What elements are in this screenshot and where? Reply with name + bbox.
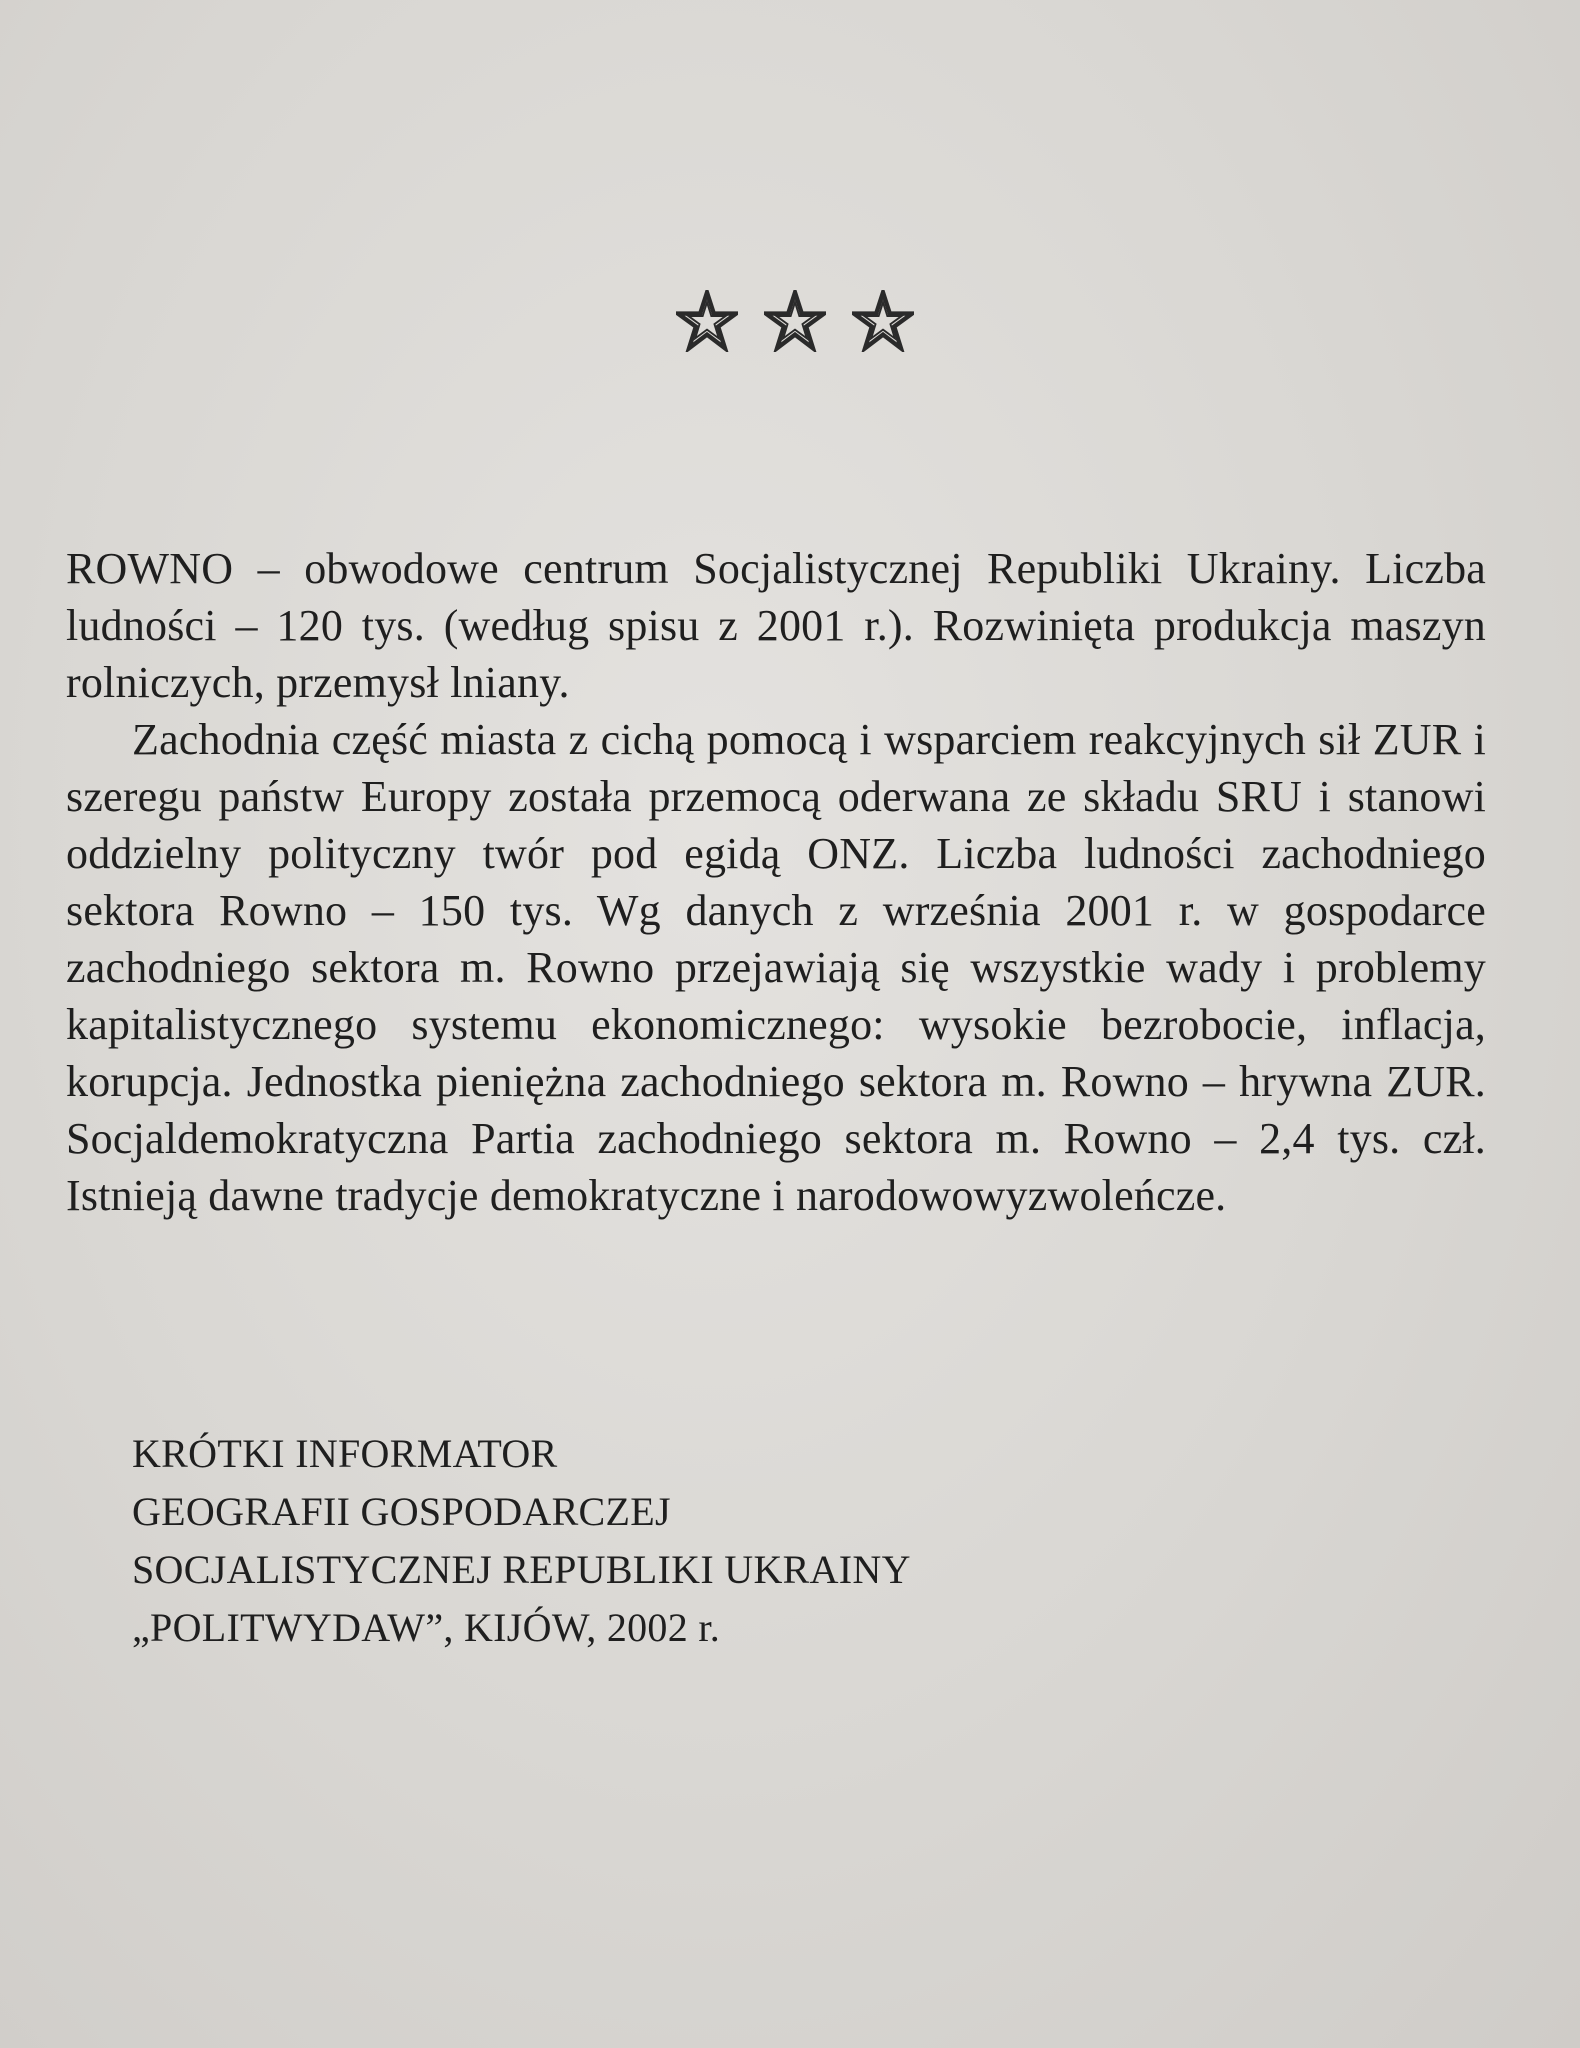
citation-line-2: GEOGRAFII GOSPODARCZEJ — [132, 1489, 671, 1534]
star-icon — [676, 290, 738, 356]
citation-line-4: „POLITWYDAW”, KIJÓW, 2002 r. — [132, 1605, 721, 1650]
citation-line-1: KRÓTKI INFORMATOR — [132, 1431, 558, 1476]
section-ornament — [0, 290, 1580, 356]
source-citation — [132, 1425, 911, 1657]
star-icon — [852, 290, 914, 356]
article-paragraph-1: ROWNO – obwodowe centrum Socjalistycznej Republiki Ukrainy. Liczba ludności – 120 tys. (według spisu z 2001 r.). Rozwinięta produkcja maszyn rolniczych, przemysł lniany. — [66, 544, 1486, 707]
article-paragraph-2: Zachodnia część miasta z cichą pomocą i wsparciem reakcyjnych sił ZUR i szeregu państw Europy została przemocą oderwana ze składu SRU i stanowi oddzielny polityczny twór pod egidą ONZ. Liczba ludności zachodniego sektora Rowno – 150 tys. Wg danych z września 2001 r. w gospodarce zachodniego sektora m. Rowno przejawiają się wszystkie wady i problemy kapitalistycznego systemu ekonomicznego: wysokie bezrobocie, inflacja, korupcja. Jednostka pieniężna zachodniego sektora m. Rowno – hrywna ZUR. Socjaldemokratyczna Partia zachodniego sektora m. Rowno – 2,4 tys. czł. Istnieją dawne tradycje demokratyczne i narodowowyzwoleńcze. — [66, 715, 1486, 1220]
star-icon — [764, 290, 826, 356]
article-text — [66, 540, 1486, 1224]
citation-line-3: SOCJALISTYCZNEJ REPUBLIKI UKRAINY — [132, 1547, 911, 1592]
